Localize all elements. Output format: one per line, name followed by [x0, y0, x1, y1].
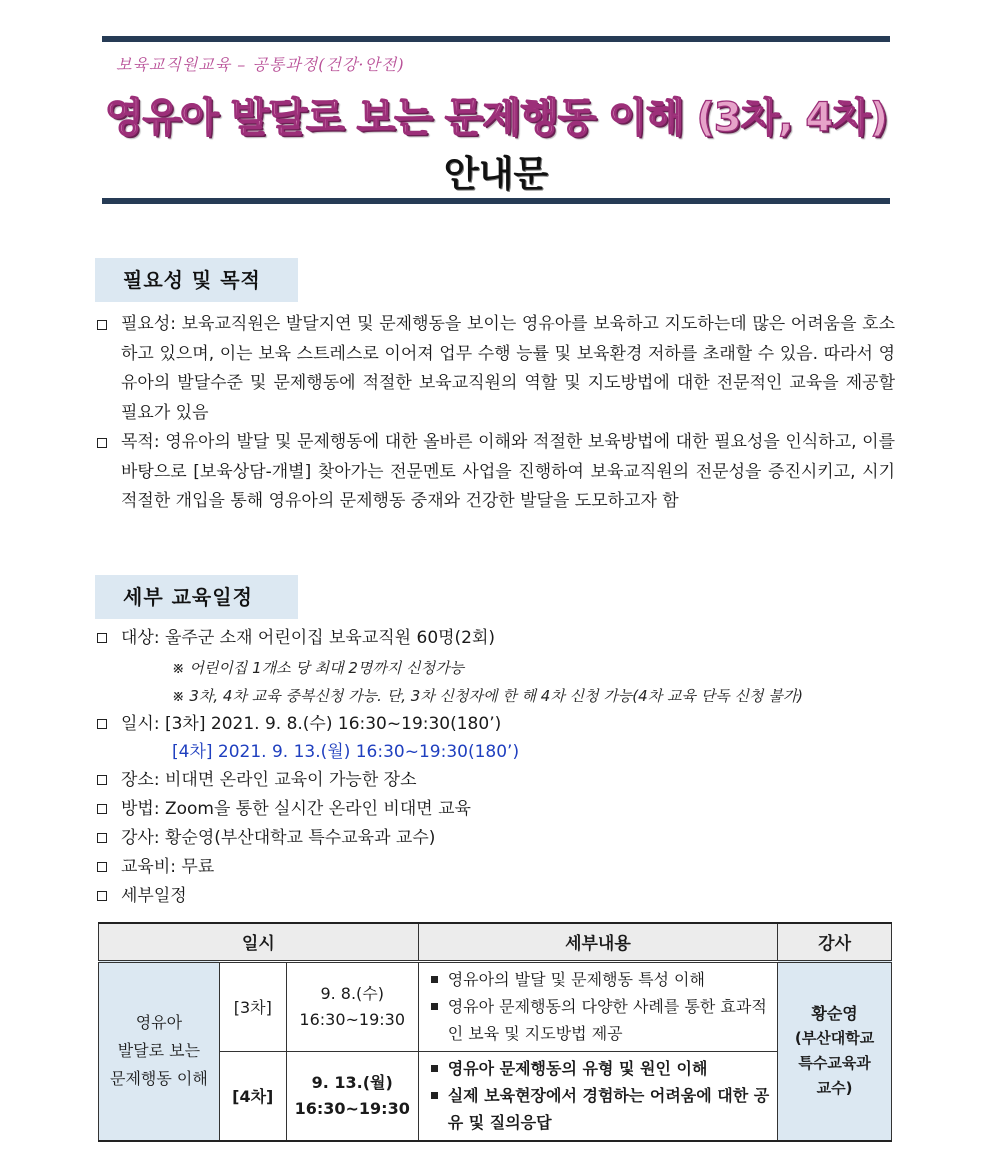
- page-subtitle: 안내문: [443, 154, 549, 195]
- necessity-text: 필요성: 보육교직원은 발달지연 및 문제행동을 보이는 영유아를 보육하고 지도하는데 많은 어려움을 호소하고 있으며, 이는 보육 스트레스로 이어져 업무 수행 능률 및 보육환경 저하를 초래할 수 있음. 따라서 영유아의 발달수준 및 문제행동에 적절한 보육교직원의 역할 및 지도방법에 대한 전문적인 교육을 제공할 필요가 있음: [121, 314, 895, 423]
- list-item: [419, 966, 777, 993]
- list-item: [95, 710, 501, 738]
- list-item: [419, 993, 777, 1047]
- round-cell: [3차]: [219, 961, 286, 1051]
- section-heading-purpose: 필요성 및 목적: [95, 258, 298, 302]
- time-label: 16:30~19:30: [299, 1009, 406, 1029]
- target-text: 대상: 울주군 소재 어린이집 보육교직원 60명(2회): [121, 628, 496, 648]
- fee-text: 교육비: 무료: [121, 857, 215, 877]
- list-item: [95, 853, 214, 881]
- content-cell: [418, 961, 777, 1051]
- instructor-line: 교수): [816, 1079, 853, 1098]
- list-item: [95, 882, 187, 910]
- table-row: [99, 961, 892, 1051]
- lecturer-text: 강사: 황순영(부산대학교 특수교육과 교수): [121, 828, 436, 848]
- round-cell: [4차]: [219, 1051, 286, 1141]
- note-text: ※ 3차, 4차 교육 중복신청 가능. 단, 3차 신청자에 한 해 4차 신청 가능(4차 교육 단독 신청 불가): [172, 687, 804, 705]
- top-rule: [102, 36, 890, 42]
- instructor-cell: [778, 961, 892, 1141]
- course-name-cell: [99, 961, 220, 1141]
- square-bullet-icon: [431, 1003, 438, 1010]
- square-bullet-icon: [431, 1092, 438, 1099]
- schedule-table: [98, 922, 892, 1142]
- instructor-line: 황순영: [811, 1004, 858, 1024]
- date-text: 일시: [3차] 2021. 9. 8.(수) 16:30~19:30(180’): [121, 714, 502, 734]
- checkbox-bullet-icon: [97, 833, 107, 843]
- datetime-cell: [286, 961, 418, 1051]
- checkbox-bullet-icon: [97, 633, 107, 643]
- content-cell: [418, 1051, 777, 1141]
- datetime-cell: [286, 1051, 418, 1141]
- section-heading-schedule: 세부 교육일정: [95, 575, 298, 619]
- list-item: [419, 1082, 777, 1136]
- list-item: [95, 624, 495, 652]
- instructor-line: 특수교육과: [798, 1054, 871, 1073]
- course-line: 영유아: [135, 1013, 183, 1033]
- checkbox-bullet-icon: [97, 320, 107, 330]
- header-instructor: 강사: [778, 923, 892, 961]
- content-text: 영유아의 발달 및 문제행동 특성 이해: [447, 970, 705, 989]
- date-4th-label: [4차] 2021. 9. 13.(월) 16:30~19:30(180’): [172, 742, 520, 762]
- course-line: 발달로 보는: [117, 1041, 201, 1061]
- page-title: 영유아 발달로 보는 문제행동 이해 (3차, 4차): [104, 95, 888, 141]
- purpose-list: [95, 310, 895, 517]
- time-label: 16:30~19:30: [294, 1098, 410, 1118]
- place-text: 장소: 비대면 온라인 교육이 가능한 장소: [121, 770, 417, 790]
- date-label: 9. 13.(월): [311, 1072, 393, 1092]
- list-item: [95, 766, 417, 794]
- checkbox-bullet-icon: [97, 775, 107, 785]
- note-text: ※ 어린이집 1개소 당 최대 2명까지 신청가능: [172, 659, 465, 677]
- content-text: 영유아 문제행동의 유형 및 원인 이해: [447, 1059, 708, 1079]
- list-item: [95, 310, 895, 428]
- course-line: 문제행동 이해: [109, 1069, 208, 1089]
- list-item: [95, 795, 471, 823]
- list-item: [95, 824, 435, 852]
- method-text: 방법: Zoom을 통한 실시간 온라인 비대면 교육: [121, 799, 471, 819]
- content-text: 영유아 문제행동의 다양한 사례를 통한 효과적인 보육 및 지도방법 제공: [447, 997, 767, 1043]
- checkbox-bullet-icon: [97, 719, 107, 729]
- date-text-4th: [172, 738, 519, 766]
- list-item: [95, 428, 895, 517]
- content-text: 실제 보육현장에서 경험하는 어려움에 대한 공유 및 질의응답: [447, 1086, 770, 1133]
- goal-text: 목적: 영유아의 발달 및 문제행동에 대한 올바른 이해와 적절한 보육방법에 대한 필요성을 인식하고, 이를 바탕으로 [보육상담-개별] 찾아가는 전문멘토 사업을 진행하여 보육교직원의 전문성을 증진시키고, 시기적절한 개입을 통해 영유아의 문제행동 중재와 건강한 발달을 도모하고자 함: [121, 432, 895, 511]
- table-header-row: [99, 923, 892, 961]
- checkbox-bullet-icon: [97, 891, 107, 901]
- square-bullet-icon: [431, 1065, 438, 1072]
- header-content: 세부내용: [418, 923, 777, 961]
- instructor-line: (부산대학교: [794, 1029, 875, 1048]
- list-item: [419, 1055, 777, 1082]
- header-subtitle: 보육교직원교육 – 공통과정(건강·안전): [116, 55, 405, 74]
- bottom-rule: [102, 198, 890, 204]
- detail-text: 세부일정: [121, 886, 187, 906]
- checkbox-bullet-icon: [97, 862, 107, 872]
- checkbox-bullet-icon: [97, 438, 107, 448]
- square-bullet-icon: [431, 976, 438, 983]
- header-date: 일시: [99, 923, 419, 961]
- checkbox-bullet-icon: [97, 804, 107, 814]
- date-label: 9. 8.(수): [320, 983, 384, 1003]
